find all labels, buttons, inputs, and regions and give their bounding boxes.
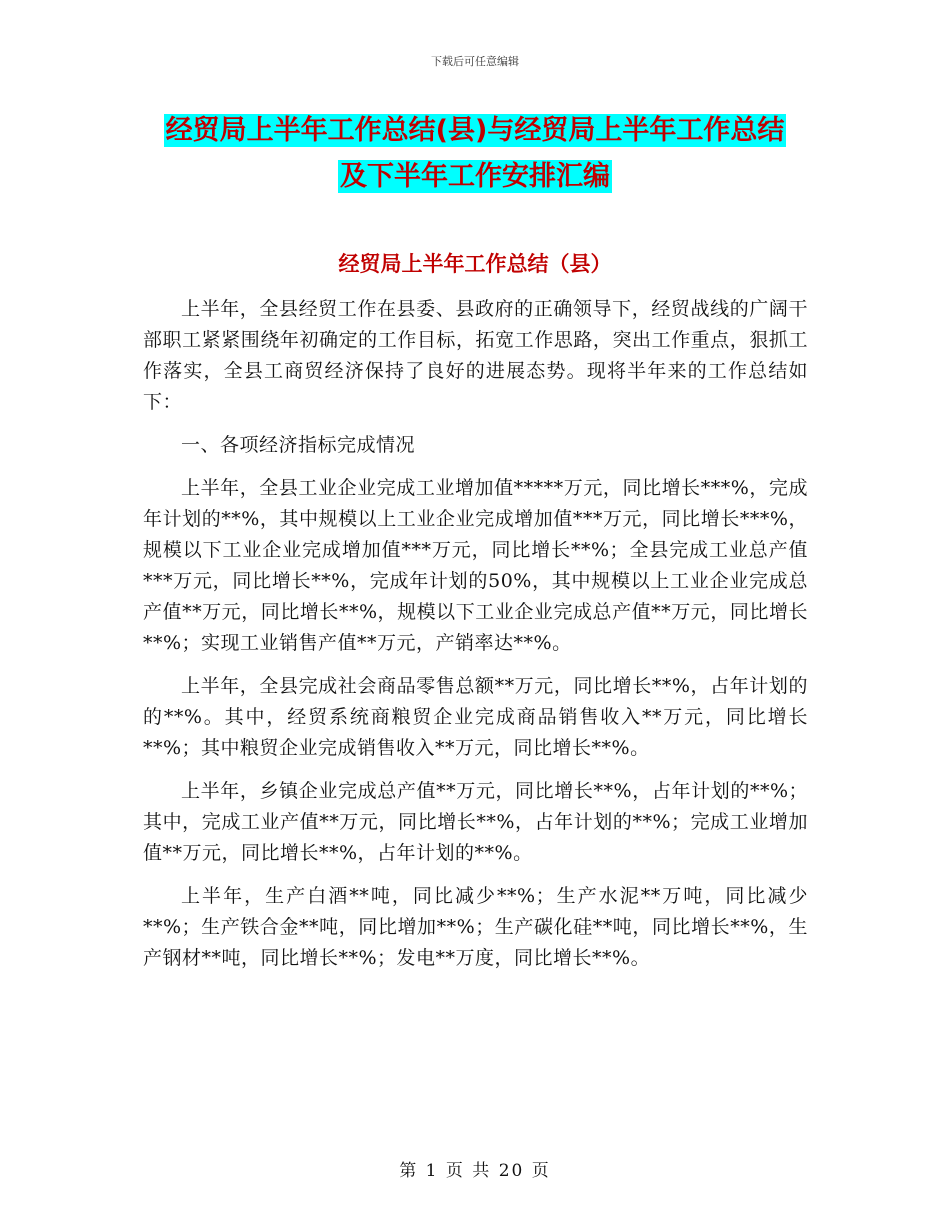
paragraph-intro: 上半年，全县经贸工作在县委、县政府的正确领导下，经贸战线的广阔干部职工紧紧围绕年初确定的工作目标，拓宽工作思路，突出工作重点，狠抓工作落实，全县工商贸经济保持了良好的进展态势。现将半年来的工作总结如下： [143,298,808,413]
header-note: 下载后可任意编辑 [431,55,519,68]
document-title-line-1: 经贸局上半年工作总结(县)与经贸局上半年工作总结 [165,115,785,146]
paragraph-subheading: 一、各项经济指标完成情况 [181,434,416,456]
page-number: 第 1 页 共 20 页 [399,1161,551,1181]
document-title [0,108,950,200]
document-title-line-2: 及下半年工作安排汇编 [340,161,610,192]
paragraph-industry: 上半年，全县工业企业完成工业增加值*****万元，同比增长***%，完成年计划的**%，其中规模以上工业企业完成增加值***万元，同比增长***%，规模以下工业企业完成增加值***万元，同比增长**%；全县完成工业总产值***万元，同比增长**%，完成年计划的50%，其中规模以上工业企业完成总产值**万元，同比增长**%，规模以下工业企业完成总产值**万元，同比增长**%；实现工业销售产值**万元，产销率达**%。 [143,477,808,654]
section-heading: 经贸局上半年工作总结（县） [338,252,612,276]
paragraph-township: 上半年，乡镇企业完成总产值**万元，同比增长**%，占年计划的**%；其中，完成工业产值**万元，同比增长**%，占年计划的**%；完成工业增加值**万元，同比增长**%，占年计划的**%。 [143,780,808,864]
paragraph-production: 上半年，生产白酒**吨，同比减少**%；生产水泥**万吨，同比减少**%；生产铁合金**吨，同比增加**%；生产碳化硅**吨，同比增长**%，生产钢材**吨，同比增长**%；发电**万度，同比增长**%。 [143,885,808,969]
document-body [143,294,808,986]
paragraph-retail: 上半年，全县完成社会商品零售总额**万元，同比增长**%，占年计划的的**%。其中，经贸系统商粮贸企业完成商品销售收入**万元，同比增长**%；其中粮贸企业完成销售收入**万元，同比增长**%。 [143,675,808,759]
